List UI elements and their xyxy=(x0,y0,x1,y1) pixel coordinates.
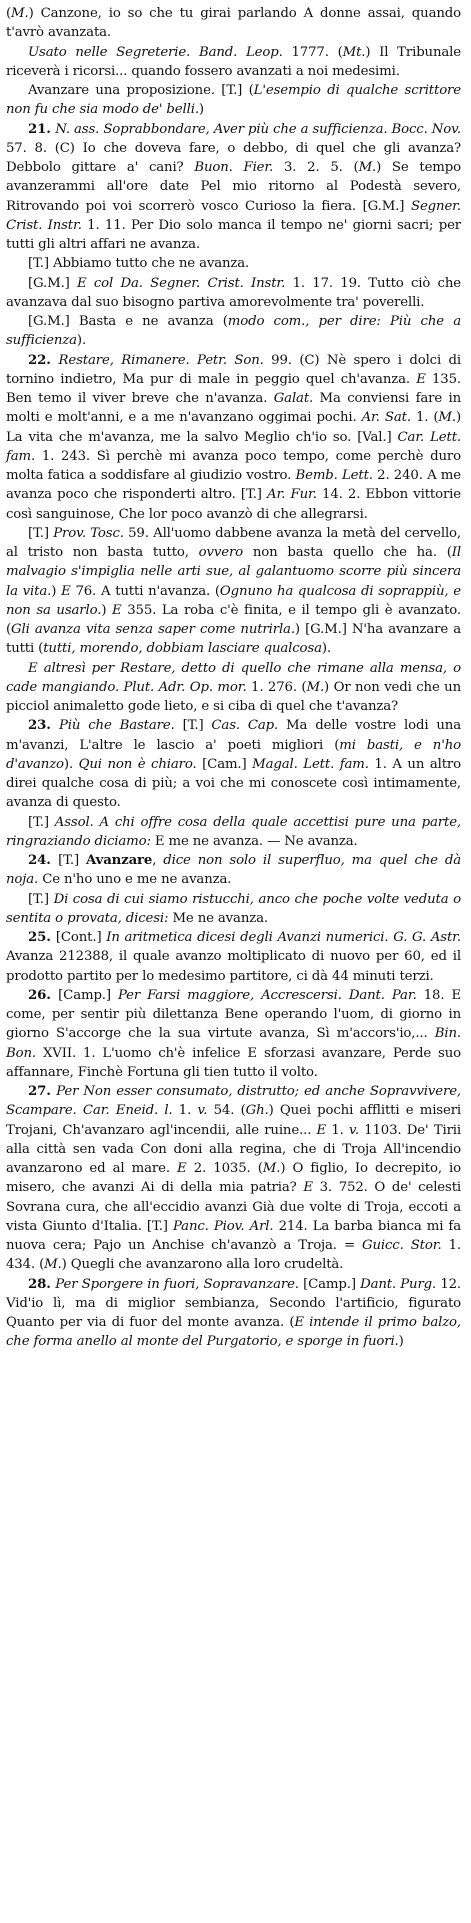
text-run: ) xyxy=(101,602,112,618)
entry-body xyxy=(6,4,461,1352)
text-run: Avanza 212388, il quale avanzo moltiplicato di nuovo per 60, ed il prodotto partito per lo medesimo partitore, ci dà 44 minuti terzi. xyxy=(6,949,461,984)
italic-run: v. xyxy=(349,1122,365,1138)
text-run: [T.] xyxy=(28,814,55,830)
paragraph xyxy=(6,716,461,812)
text-run: 3. 752. O de' celesti Sovrana cura, che all'eccidio avanzi Già due volte di Troja, eccoti a vista Giunto d'Italia. [T.] xyxy=(6,1180,461,1234)
paragraph xyxy=(6,274,461,313)
text-run: ) La vita che m'avanza, me la salvo Meglio ch'io so. [Val.] xyxy=(6,410,461,445)
text-run: 1. A un altro direi qualche cosa di più; a voi che mi conoscete così intimamente, avanza di questo. xyxy=(6,756,461,811)
italic-run: Più che Bastare. xyxy=(59,718,183,734)
italic-run: E xyxy=(177,1161,194,1176)
text-run: 214. La barba bianca mi fa nuova cera; Pajo un Anchise ch'avanzò a Troja. = xyxy=(6,1218,461,1253)
text-run: , xyxy=(152,853,164,868)
text-run: 1. xyxy=(331,1122,350,1138)
text-run: ) Quei pochi afflitti e miseri Trojani, Ch'avanzaro agl'incendii, alle ruine... xyxy=(6,1103,462,1138)
text-run: Ce n'ho uno e me ne avanza. xyxy=(42,872,232,888)
italic-run: Usato nelle Segreterie. Band. Leop. xyxy=(28,44,292,60)
sense-number: 22. xyxy=(28,352,59,368)
italic-run: M. xyxy=(262,1161,281,1176)
italic-run: Per Sporgere in fuori, Sopravanzare. xyxy=(55,1276,304,1292)
paragraph xyxy=(6,81,461,120)
text-run: Avanzare una proposizione. [T.] ( xyxy=(28,83,254,98)
italic-run: Bemb. Lett. xyxy=(295,468,378,483)
text-run: 3. 2. 5. ( xyxy=(284,160,359,175)
text-run: 57. 8. (C) Io che doveva fare, o debbo, di quel che gli avanza? Debbolo gittare a' cani? xyxy=(6,140,461,175)
italic-run: M. xyxy=(438,410,456,426)
italic-run: N. ass. Soprabbondare, Aver più che a sufficienza. Bocc. Nov. xyxy=(55,121,461,137)
text-run: Ma delle vostre lodi una m'avanzi, L'altre le lascio a' poeti migliori ( xyxy=(6,718,462,753)
text-run: ) xyxy=(198,102,204,118)
italic-run: E xyxy=(416,371,432,387)
italic-run: modo com., per dire: Più che a sufficienza xyxy=(6,314,461,349)
italic-run: E xyxy=(316,1122,332,1138)
paragraph xyxy=(6,890,461,929)
sense-number: 27. xyxy=(28,1084,57,1099)
text-run: 54. ( xyxy=(213,1103,246,1119)
italic-run: Car. Lett. fam. xyxy=(6,429,461,464)
italic-run: M. xyxy=(358,160,377,175)
text-run: 1. ( xyxy=(415,410,439,426)
italic-run: Qui non è chiaro. xyxy=(78,756,197,772)
text-run: ) xyxy=(398,1334,404,1350)
italic-run: E col Da. Segner. Crist. Instr. xyxy=(77,275,293,291)
sense-number: 28. xyxy=(28,1276,56,1292)
paragraph xyxy=(6,524,461,659)
text-run: ) [G.M.] N'ha avanzare a tutti ( xyxy=(6,622,461,657)
text-run: Me ne avanza. xyxy=(172,910,268,926)
text-run: 99. (C) Nè spero i dolci di tornino indietro, Ma pur di male in peggio quel ch'avanza. xyxy=(6,352,461,387)
text-run: ) Or non vedi che un picciol animaletto gode lieto, e si ciba di quel che t'avanza? xyxy=(6,679,461,714)
italic-run: Prov. Tosc. xyxy=(53,525,129,541)
text-run: ) xyxy=(51,583,62,599)
italic-run: E intende il primo balzo, che forma anello al monte del Purgatorio, e sporge in fuori. xyxy=(6,1315,461,1350)
paragraph xyxy=(6,351,461,524)
sense-number: 26. xyxy=(28,987,59,1003)
text-run: [T.] Abbiamo tutto che ne avanza. xyxy=(28,256,250,272)
text-run: 1. 17. 19. Tutto ciò che avanzava dal suo bisogno partiva amorevolmente tra' poverelli. xyxy=(6,275,461,310)
text-run: ). xyxy=(63,756,79,772)
text-run: ). xyxy=(76,333,87,349)
text-run: [Cont.] xyxy=(55,930,107,945)
text-run: ) Il Tribunale riceverà i ricorsi... quando fossero avanzati a noi medesimi. xyxy=(6,44,461,79)
text-run: E me ne avanza. — Ne avanza. xyxy=(154,833,358,849)
italic-run: v. xyxy=(197,1103,214,1119)
italic-run: Segner. Crist. Instr. xyxy=(6,198,461,233)
text-run: XVII. 1. L'uomo ch'è infelice E sforzasi avanzare, Perde suo affannare, Finchè Fortuna gli tien tutto il volto. xyxy=(6,1045,461,1080)
paragraph xyxy=(6,928,461,986)
italic-run: Mt. xyxy=(342,44,366,60)
text-run: 355. La roba c'è finita, e il tempo gli è avanzato. ( xyxy=(6,602,461,637)
italic-run: M. xyxy=(11,6,29,21)
paragraph xyxy=(6,851,461,890)
italic-run: Gli avanza vita senza saper come nutrirla. xyxy=(11,622,295,637)
text-run: ( xyxy=(6,6,12,21)
paragraph xyxy=(6,43,461,82)
sense-number: 25. xyxy=(28,930,56,945)
paragraph xyxy=(6,659,461,717)
italic-run: Magal. Lett. fam. xyxy=(252,756,375,772)
text-run: 1. 11. Per Dio solo manca il tempo ne' giorni sacri; per tutti gli altri affari ne avanza. xyxy=(6,217,461,252)
text-run: [Camp.] xyxy=(303,1276,361,1292)
text-run: [G.M.] Basta e ne avanza ( xyxy=(28,314,228,329)
italic-run: Guicc. Stor. xyxy=(362,1238,449,1253)
text-run: 1777. ( xyxy=(291,44,343,60)
italic-run: M. xyxy=(44,1257,62,1273)
italic-run: Ar. Fur. xyxy=(267,487,323,503)
italic-run: Buon. Fier. xyxy=(194,160,284,175)
text-run: ) O figlio, Io decrepito, io misero, che avanzi Ai di della mia patria? xyxy=(6,1161,461,1196)
paragraph xyxy=(6,1275,461,1352)
italic-run: L'esempio di qualche scrittore non fu che sia modo de' belli. xyxy=(6,83,461,118)
italic-run: Di cosa di cui siamo ristucchi, anco che poche volte veduta o sentita o provata, dicesi: xyxy=(6,891,461,926)
text-run: ) Canzone, io so che tu girai parlando A donne assai, quando t'avrò avanzata. xyxy=(6,6,461,41)
text-run: 59. All'uomo dabbene avanza la metà del cervello, al tristo non basta tutto, xyxy=(6,525,461,560)
sense-number: 21. xyxy=(28,121,56,137)
text-run: ) Quegli che avanzarono alla loro crudeltà. xyxy=(61,1257,344,1273)
text-run: 1103. De' Tirii alla città sen vada Con doni alla regina, che di Troja All'incendio avanzarono ed al mare. xyxy=(6,1122,461,1176)
italic-run: ovvero xyxy=(198,545,244,560)
sense-number: Avanzare xyxy=(85,853,153,868)
italic-run: E xyxy=(61,583,76,599)
text-run: [G.M.] xyxy=(28,275,78,291)
paragraph xyxy=(6,4,461,43)
italic-run: tutti, morendo, dobbiam lasciare qualcosa xyxy=(43,641,322,657)
text-run: 12. Vid'io lì, ma di miglior sembianza, Secondo l'artificio, figurato Quanto per via di fuor del monte avanza. ( xyxy=(6,1276,462,1330)
sense-number: 24. xyxy=(28,853,59,868)
text-run: 1. 276. ( xyxy=(251,679,307,695)
text-run: [Cam.] xyxy=(196,756,253,772)
italic-run: Galat. xyxy=(273,391,320,406)
text-run: 18. E come, per sentir più dilettanza Bene operando l'uom, di giorno in giorno S'accorge che la sua virtute avanza, Sì m'accors'io,... xyxy=(6,987,461,1042)
paragraph xyxy=(6,813,461,852)
italic-run: Per Non esser consumato, distrutto; ed anche Sopravvivere, Scampare. Car. Eneid. l. xyxy=(6,1084,461,1119)
text-run: 1. xyxy=(178,1103,198,1119)
text-run: [T.] xyxy=(58,853,86,868)
italic-run: mi basti, e n'ho d'avanzo xyxy=(6,737,461,772)
italic-run: Assol. A chi offre cosa della quale accettisi pure una parte, ringraziando diciamo: xyxy=(6,814,461,849)
paragraph xyxy=(6,1082,461,1275)
text-run: non basta quello che ha. ( xyxy=(243,545,452,560)
italic-run: Il malvagio s'impiglia nelle arti sue, al galantuomo scorre più sincera la vita. xyxy=(6,545,461,599)
paragraph xyxy=(6,254,461,273)
text-run: 14. 2. Ebbon vittorie così sanguinose, Che lor poco avanzò di che allegrarsi. xyxy=(6,487,461,522)
italic-run: E xyxy=(112,602,128,618)
italic-run: Per Farsi maggiore, Accrescersi. Dant. Par. xyxy=(117,987,424,1003)
text-run: [T.] xyxy=(28,891,54,907)
italic-run: dice non solo il superfluo, ma quel che dà noja. xyxy=(6,853,461,888)
text-run: [Camp.] xyxy=(58,987,118,1003)
paragraph xyxy=(6,986,461,1082)
paragraph xyxy=(6,312,461,351)
text-run: 76. A tutti n'avanza. ( xyxy=(75,583,220,599)
italic-run: Gh. xyxy=(245,1103,269,1119)
text-run: Ma conviensi fare in molti e molt'anni, e a me n'avanzano oggimai pochi. xyxy=(6,391,462,426)
sense-number: 23. xyxy=(28,718,60,734)
italic-run: M. xyxy=(306,679,325,695)
text-run: 2. 1035. ( xyxy=(193,1161,263,1176)
italic-run: E altresì per Restare, detto di quello che rimane alla mensa, o cade mangiando. Plut. Adr. Op. mor. xyxy=(6,660,461,695)
text-run: ). xyxy=(321,641,331,657)
italic-run: E xyxy=(303,1180,320,1196)
text-run: ) Se tempo avanzerammi all'ore date Pel mio ritorno al Podestà severo, Ritrovando poi voi scorrerò vosco Curioso la fiera. [G.M.] xyxy=(6,160,461,214)
text-run: [T.] xyxy=(182,718,212,734)
italic-run: In aritmetica dicesi degli Avanzi numerici. G. G. Astr. xyxy=(106,930,461,945)
italic-run: Bin. Bon. xyxy=(6,1026,461,1061)
text-run: [T.] xyxy=(28,525,54,541)
italic-run: Panc. Piov. Arl. xyxy=(172,1218,279,1234)
paragraph xyxy=(6,120,461,255)
italic-run: Ognuno ha qualcosa di soprappiù, e non sa usarlo. xyxy=(6,583,461,618)
italic-run: Dant. Purg. xyxy=(360,1276,441,1292)
text-run: 135. Ben temo il viver breve che n'avanza. xyxy=(6,371,461,406)
text-run: 1. 434. ( xyxy=(6,1238,461,1273)
text-run: 2. 240. A me avanza poco che risponderti altro. [T.] xyxy=(6,468,461,503)
text-run: 1. 243. Sì perchè mi avanza poco tempo, come perchè duro molta fatica a soddisfare al giudizio vostro. xyxy=(6,448,461,483)
italic-run: Cas. Cap. xyxy=(211,718,287,734)
italic-run: Ar. Sat. xyxy=(361,410,416,426)
italic-run: Restare, Rimanere. Petr. Son. xyxy=(58,352,272,368)
